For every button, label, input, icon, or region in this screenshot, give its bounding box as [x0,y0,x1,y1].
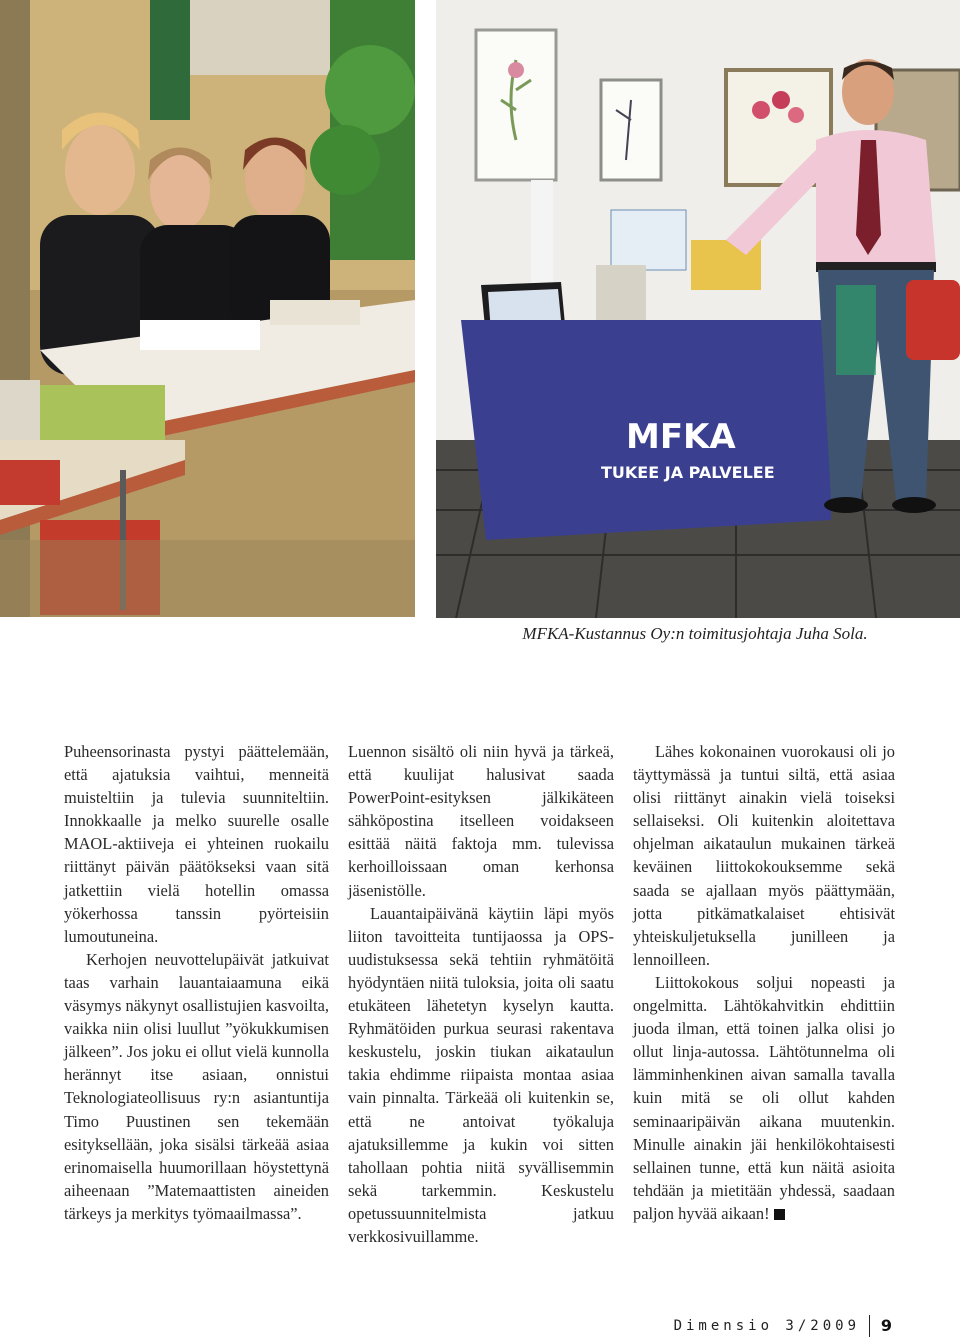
text-column-3 [633,740,895,1225]
tablecloth-logo: MFKA [626,417,736,457]
paragraph: Lähes kokonainen vuorokausi oli jo täyttymässä ja tuntui siltä, että asiaa olisi riittänyt ainakin vielä toiseksi sellaiseksi. Oli kuitenkin aloitettava ohjelman aikataulun mukainen tärkeä keväinen liittokokouksemme sekä saada se ajallaan myös päättymään, jotta pitkämatkalaiset ehtisivät yhteiskuljetuksella junilleen ja lennoilleen. [633,742,895,969]
paragraph: Kerhojen neuvottelupäivät jatkuivat taas varhain lauantaiaamuna eikä väsymys näkynyt osallistujien kasvoilta, vaikka niin olisi luullut ”yökukkumisen jälkeen”. Jos joku ei ollut vielä kunnolla herännyt itse asiaan, onnistui Teknologiateollisuus ry:n asiantuntija Timo Puustinen sen tekemään esityksellään, joka sisälsi tärkeää asiaa erinomaisella huumorillaan höystettynä aiheenaan ”Matemaattisten aineiden tärkeys ja merkitys työmaailmassa”. [64,949,329,1223]
paragraph: Luennon sisältö oli niin hyvä ja tärkeä, että kuulijat halusivat saada PowerPoint-esityksen jälkikäteen sähköpostina itselleen voidakseen esittää näitä faktoja mm. tulevissa kerhoilloissaan oman kerhonsa jäsenistölle. [348,742,614,900]
paragraph: Lauantaipäivänä käytiin läpi myös liiton tavoitteita tuntijaossa ja OPS-uudistuksessa sekä tehtiin ryhmätöitä hyödyntäen niitä tuloksia, joita oli saatu etukäteen lähetetyn kyselyn kautta. Ryhmätöiden purkua seurasi rakentava keskustelu, joskin tiukan aikataulun takia ehdimme riipaista montaa asiaa vain pinnalta. Tärkeää oli kuitenkin se, että ne antoivat työkaluja ajatuksillemme ja kukin voi sitten tahollaan pohtia niitä syvällisemmin sekä tarkemmin. Keskustelu opetussuunnitelmista jatkuu verkkosivuillamme. [348,903,614,1246]
photo-caption: MFKA-Kustannus Oy:n toimitusjohtaja Juha Sola. [522,624,868,643]
text-column-2 [348,740,614,1248]
paragraph-text: Liittokokous soljui nopeasti ja ongelmitta. Lähtökahvitkin ehdittiin juoda ilman, että toinen jalka olisi jo ollut linja-autossa. Lähtötunnelma oli lämminhenkinen aivan samalla tavalla kuin mitä se oli ollut kahden seminaaripäivän aikana muutenkin. Minulle ainakin jäi henkilökohtaisesti sellainen tunne, että kun näitä asioita tehdään ja mietitään yhdessä, saadaan paljon hyvää aikaan! [633,972,895,1223]
photo-booth-image [436,0,960,618]
footer-divider [869,1315,870,1337]
page-footer [673,1315,900,1339]
photo-man-at-booth [436,0,960,618]
magazine-issue: Dimensio 3/2009 [673,1318,860,1334]
paragraph [633,971,895,1225]
paragraph: Puheensorinasta pystyi päättelemään, että ajatuksia vaihtui, menneitä muisteltiin ja tulevia suunniteltiin. Innokkaalle ja melko suurelle osalle MAOL-aktiiveja ei yhteinen ruokailu riittänyt päivän päätökseksi vaan sitä jatkettiin vielä hotellin omassa yökerhossa tanssin pyörteisiin lumoutuneina. [64,742,329,946]
page-number: 9 [880,1316,892,1335]
end-of-article-mark [774,1209,785,1220]
photo-women-at-table [0,0,415,617]
text-column-1 [64,740,329,1225]
tablecloth-slogan: TUKEE JA PALVELEE [601,463,775,482]
photo-women-image [0,0,415,617]
